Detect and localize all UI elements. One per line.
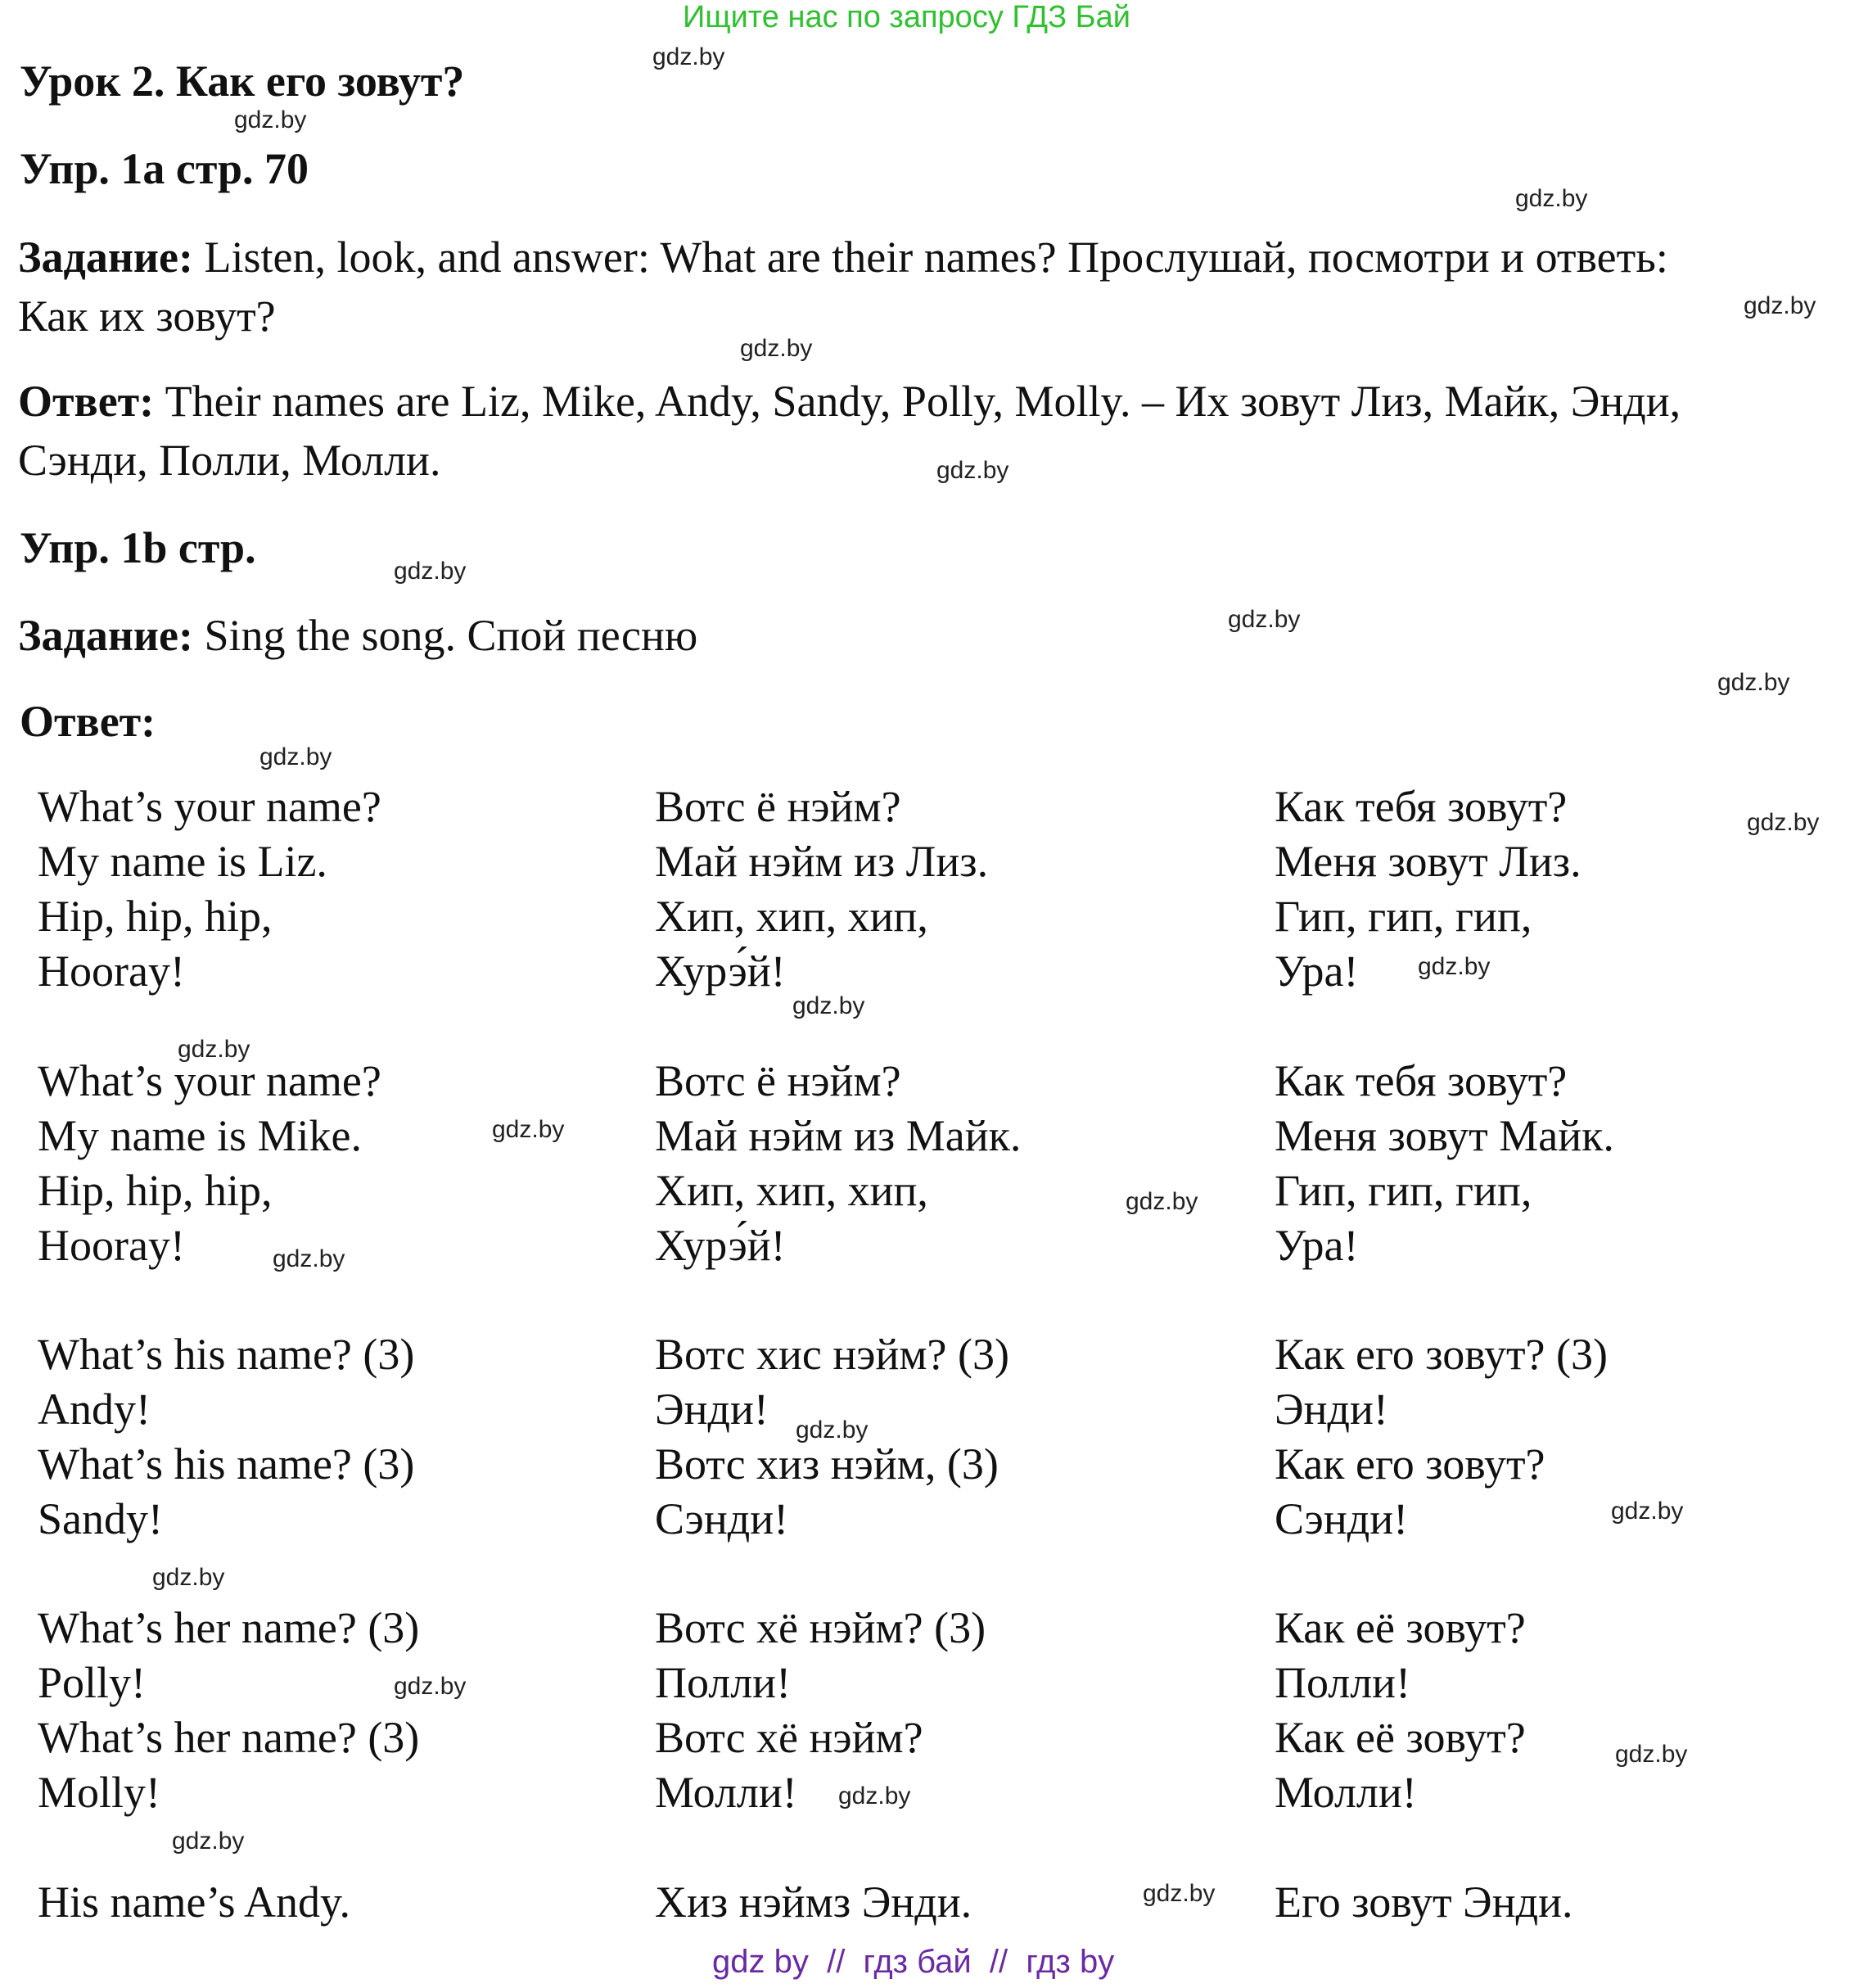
- stanza-3-english: [38, 1327, 414, 1547]
- stanza-1-english: [38, 779, 381, 999]
- song-line: Вотс хё нэйм?: [655, 1713, 923, 1762]
- task-label: Задание:: [18, 233, 193, 282]
- song-line: Хип, хип, хип,: [655, 1166, 928, 1215]
- song-line: Molly!: [38, 1768, 161, 1817]
- song-line: Hip, hip, hip,: [38, 1166, 273, 1215]
- final-line-english: His name’s Andy.: [38, 1877, 350, 1927]
- song-line: Вотс хис нэйм? (3): [655, 1330, 1009, 1379]
- answer-text-line1: Their names are Liz, Mike, Andy, Sandy, Polly, Molly. – Их зовут Лиз, Майк, Энди,: [165, 377, 1681, 426]
- watermark: gdz.by: [740, 335, 813, 362]
- song-line: What’s your name?: [38, 1056, 381, 1105]
- song-line: Вотс ё нэйм?: [655, 1056, 901, 1105]
- task-label: Задание:: [18, 611, 193, 660]
- stanza-2-russian: [1275, 1054, 1614, 1273]
- lesson-title: Урок 2. Как его зовут?: [20, 56, 465, 106]
- song-line: Hooray!: [38, 1221, 185, 1270]
- song-line: What’s her name? (3): [38, 1713, 420, 1762]
- watermark: gdz.by: [1747, 809, 1820, 836]
- song-line: Вотс хё нэйм? (3): [655, 1603, 986, 1652]
- stanza-1-transcription: [655, 779, 988, 999]
- song-line: Хурэ́й!: [655, 1221, 786, 1270]
- song-line: Как её зовут?: [1275, 1713, 1526, 1762]
- watermark: gdz.by: [1418, 953, 1491, 980]
- footer: gdz by // гдз бай // гдз by: [712, 1944, 1115, 1980]
- song-line: My name is Mike.: [38, 1111, 362, 1160]
- exercise-1b-task: [18, 610, 697, 661]
- watermark: gdz.by: [1744, 292, 1816, 319]
- watermark: gdz.by: [172, 1828, 245, 1855]
- song-line: Как его зовут? (3): [1275, 1330, 1608, 1379]
- stanza-2-english: [38, 1054, 381, 1273]
- song-line: Ура!: [1275, 1221, 1359, 1270]
- song-line: Энди!: [1275, 1385, 1388, 1434]
- exercise-1a-task: [18, 232, 1668, 282]
- song-line: Hip, hip, hip,: [38, 892, 273, 941]
- watermark: gdz.by: [792, 992, 865, 1019]
- watermark: gdz.by: [394, 1673, 467, 1700]
- song-line: Ура!: [1275, 947, 1359, 996]
- song-line: My name is Liz.: [38, 837, 327, 886]
- watermark: gdz.by: [178, 1036, 250, 1063]
- song-line: What’s your name?: [38, 782, 381, 831]
- song-line: Сэнди!: [655, 1494, 789, 1543]
- song-line: Май нэйм из Майк.: [655, 1111, 1022, 1160]
- song-line: Вотс ё нэйм?: [655, 782, 901, 831]
- song-line: Как тебя зовут?: [1275, 782, 1568, 831]
- exercise-1a-title: Упр. 1а стр. 70: [20, 144, 309, 193]
- stanza-4-english: [38, 1601, 419, 1820]
- song-line: Меня зовут Майк.: [1275, 1111, 1614, 1160]
- watermark: gdz.by: [1143, 1880, 1216, 1907]
- song-line: Молли!: [655, 1768, 797, 1817]
- song-line: Полли!: [655, 1658, 792, 1707]
- watermark: gdz.by: [652, 43, 725, 70]
- stanza-2-transcription: [655, 1054, 1021, 1273]
- watermark: gdz.by: [152, 1564, 225, 1591]
- stanza-3-russian: [1275, 1327, 1608, 1547]
- watermark: gdz.by: [1615, 1741, 1688, 1768]
- song-line: What’s his name? (3): [38, 1330, 415, 1379]
- song-line: Гип, гип, гип,: [1275, 1166, 1532, 1215]
- watermark: gdz.by: [796, 1416, 869, 1444]
- watermark: gdz.by: [1126, 1188, 1198, 1215]
- song-line: Полли!: [1275, 1658, 1411, 1707]
- song-line: What’s his name? (3): [38, 1439, 415, 1489]
- song-line: Энди!: [655, 1385, 769, 1434]
- answer-text-line2: Сэнди, Полли, Молли.: [18, 436, 441, 485]
- exercise-1b-title: Упр. 1b стр.: [20, 523, 256, 572]
- final-line-russian: Его зовут Энди.: [1275, 1877, 1573, 1927]
- watermark: gdz.by: [492, 1116, 565, 1143]
- song-line: Как тебя зовут?: [1275, 1056, 1568, 1105]
- answer-label: Ответ:: [18, 377, 155, 426]
- watermark: gdz.by: [1515, 185, 1588, 212]
- watermark: gdz.by: [1717, 669, 1790, 696]
- song-line: Молли!: [1275, 1768, 1417, 1817]
- exercise-1a-answer: [18, 376, 1681, 427]
- watermark: gdz.by: [394, 558, 467, 585]
- song-line: Хип, хип, хип,: [655, 892, 928, 941]
- exercise-1b-answer-label: Ответ:: [20, 697, 156, 746]
- song-line: Сэнди!: [1275, 1494, 1409, 1543]
- stanza-4-russian: [1275, 1601, 1526, 1820]
- final-line-transcription: Хиз нэймз Энди.: [655, 1877, 972, 1927]
- song-line: Hooray!: [38, 947, 185, 996]
- song-line: Хурэ́й!: [655, 947, 786, 996]
- watermark: gdz.by: [1228, 606, 1301, 633]
- top-banner: Ищите нас по запросу ГДЗ Бай: [683, 0, 1130, 34]
- song-line: Andy!: [38, 1385, 151, 1434]
- song-line: Polly!: [38, 1658, 147, 1707]
- watermark: gdz.by: [838, 1782, 911, 1810]
- stanza-4-transcription: [655, 1601, 986, 1820]
- watermark: gdz.by: [936, 457, 1009, 484]
- song-line: Sandy!: [38, 1494, 163, 1543]
- song-line: Меня зовут Лиз.: [1275, 837, 1582, 886]
- watermark: gdz.by: [259, 743, 332, 770]
- task-text-line1: Listen, look, and answer: What are their names? Прослушай, посмотри и ответь:: [204, 233, 1668, 282]
- watermark: gdz.by: [273, 1245, 345, 1272]
- task-text-line2: Как их зовут?: [18, 291, 276, 341]
- song-line: Гип, гип, гип,: [1275, 892, 1532, 941]
- watermark: gdz.by: [1611, 1498, 1684, 1525]
- song-line: What’s her name? (3): [38, 1603, 420, 1652]
- task-text: Sing the song. Спой песню: [204, 611, 698, 660]
- song-line: Вотс хиз нэйм, (3): [655, 1439, 999, 1489]
- watermark: gdz.by: [234, 106, 307, 133]
- song-line: Как её зовут?: [1275, 1603, 1526, 1652]
- song-line: Как его зовут?: [1275, 1439, 1545, 1489]
- song-line: Май нэйм из Лиз.: [655, 837, 989, 886]
